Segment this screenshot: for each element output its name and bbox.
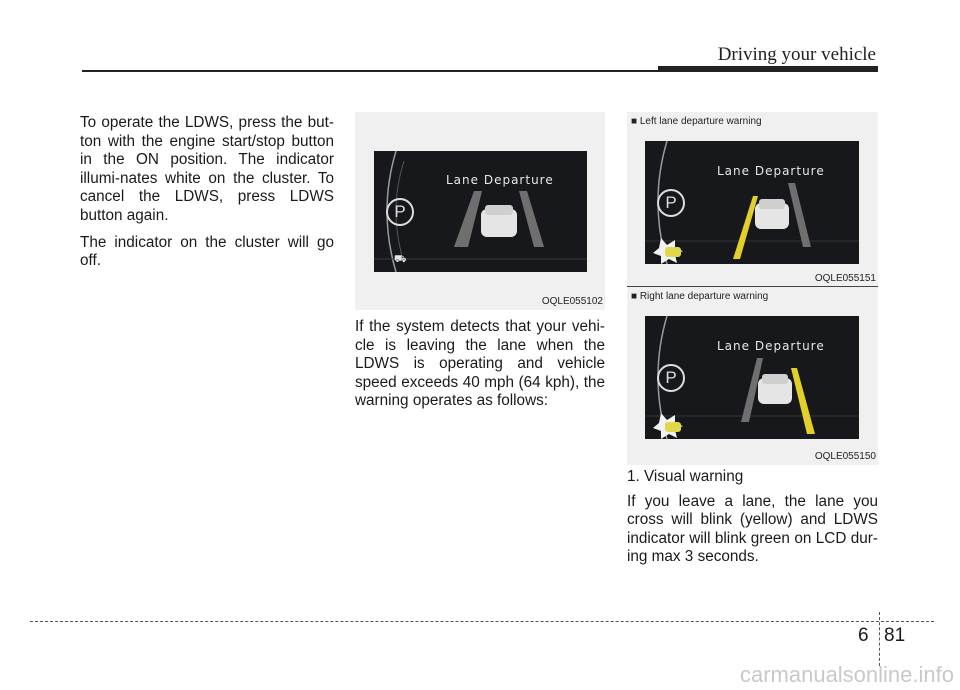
figure-code: OQLE055102 — [541, 296, 603, 307]
middle-column — [355, 318, 605, 419]
section-title: Driving your vehicle — [717, 44, 876, 65]
chapter-number: 6 — [858, 625, 869, 646]
cluster-screen — [374, 151, 587, 272]
figure-caption: ■ Left lane departure warning — [631, 116, 762, 127]
right-column — [627, 468, 878, 575]
gear-icon: P — [657, 189, 685, 217]
screen-title: Lane Departure — [446, 173, 554, 187]
subheading-visual-warning: 1. Visual warning — [627, 468, 744, 485]
paragraph-visual-warning: If you leave a lane, the lane you cross will blink (yellow) and LDWS indicator will blink green on LCD dur-ing max 3 seconds. — [627, 492, 878, 566]
paragraph-indicator: The indicator on the cluster will go off. — [80, 233, 334, 270]
page-number: 81 — [884, 625, 906, 646]
figure-left-lane-warning — [627, 112, 878, 287]
screen-title: Lane Departure — [717, 339, 825, 353]
footer-divider — [879, 612, 880, 666]
figure-code: OQLE055151 — [814, 273, 876, 284]
ldws-indicator-icon: ⛟ — [394, 254, 407, 265]
figure-ldws-on — [355, 112, 605, 310]
paragraph-operate: To operate the LDWS, press the but-ton with the engine start/stop button in the ON position. The indicator illumi-nates white on the cluster. To cancel the LDWS, press LDWS button again. — [80, 114, 334, 224]
header-rule-accent — [658, 66, 878, 72]
footer-rule — [30, 621, 934, 622]
watermark: carmanualsonline.info — [739, 662, 954, 687]
cluster-screen — [645, 316, 859, 439]
screen-title: Lane Departure — [717, 164, 825, 178]
figure-right-lane-warning — [627, 287, 878, 465]
gear-icon: P — [657, 364, 685, 392]
figure-code: OQLE055150 — [814, 451, 876, 462]
cluster-screen — [645, 141, 859, 264]
ldws-indicator-icon — [665, 247, 681, 257]
gear-icon: P — [386, 198, 414, 226]
ldws-indicator-icon — [665, 422, 681, 432]
paragraph-warning-condition: If the system detects that your vehi-cle is leaving the lane when the LDWS is operating and vehicle speed exceeds 40 mph (64 kph), the warning operates as follows: — [355, 318, 605, 410]
left-column — [80, 114, 334, 279]
figure-caption: ■ Right lane departure warning — [631, 291, 769, 302]
